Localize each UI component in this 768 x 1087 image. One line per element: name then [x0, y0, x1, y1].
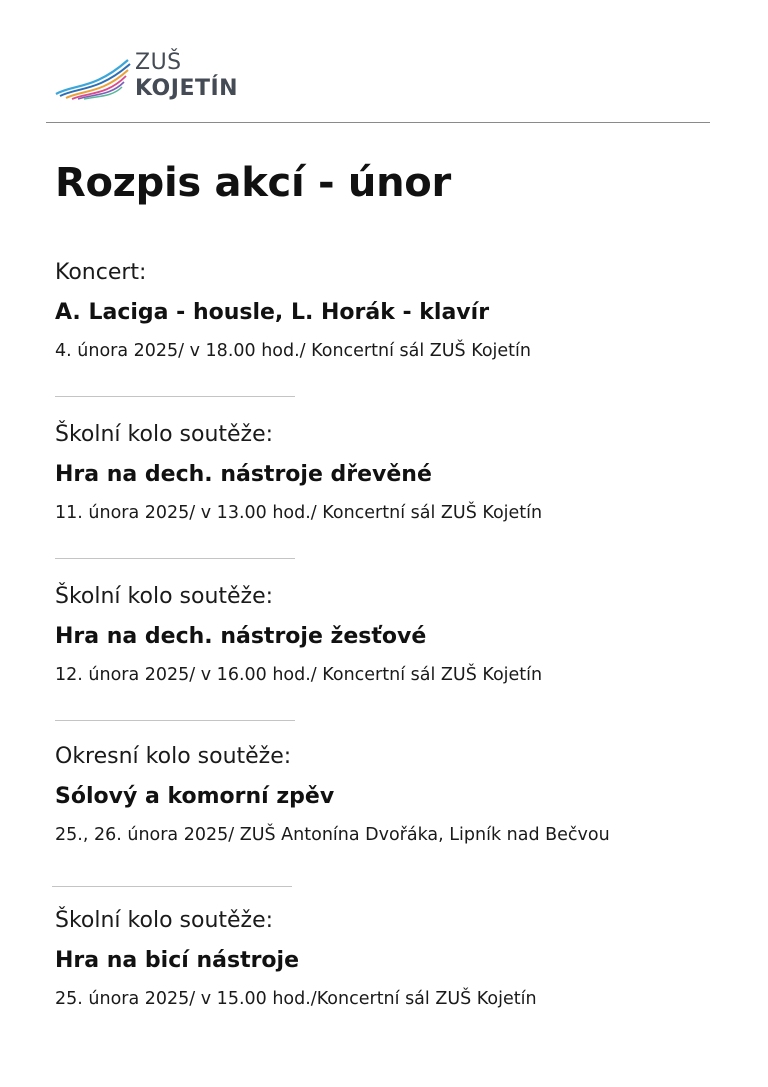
- event-divider: [52, 886, 292, 887]
- event-details: 11. února 2025/ v 13.00 hod./ Koncertní sál ZUŠ Kojetín: [55, 503, 543, 523]
- header-divider: [46, 122, 710, 123]
- music-waves-logo-icon: [54, 54, 132, 100]
- event-details: 12. února 2025/ v 16.00 hod./ Koncertní sál ZUŠ Kojetín: [55, 665, 543, 685]
- event-item: [55, 582, 735, 688]
- event-item: [55, 742, 735, 848]
- event-item: [55, 258, 735, 364]
- logo-text-zus: ZUŠ: [135, 50, 182, 75]
- logo-text-kojetin: KOJETÍN: [135, 76, 239, 101]
- page-title: Rozpis akcí - únor: [55, 160, 451, 206]
- event-divider: [55, 396, 295, 397]
- event-type: Školní kolo soutěže:: [55, 908, 274, 933]
- school-logo: [54, 50, 274, 106]
- event-item: [55, 420, 735, 526]
- event-name: Sólový a komorní zpěv: [55, 784, 335, 809]
- event-name: A. Laciga - housle, L. Horák - klavír: [55, 300, 490, 325]
- event-type: Okresní kolo soutěže:: [55, 744, 292, 769]
- event-type: Školní kolo soutěže:: [55, 584, 274, 609]
- event-name: Hra na bicí nástroje: [55, 948, 300, 973]
- event-type: Školní kolo soutěže:: [55, 422, 274, 447]
- event-name: Hra na dech. nástroje dřevěné: [55, 462, 432, 487]
- event-item: [55, 906, 735, 1012]
- event-type: Koncert:: [55, 260, 147, 285]
- event-name: Hra na dech. nástroje žesťové: [55, 624, 427, 649]
- event-details: 25. února 2025/ v 15.00 hod./Koncertní sál ZUŠ Kojetín: [55, 989, 537, 1009]
- event-divider: [55, 720, 295, 721]
- event-details: 25., 26. února 2025/ ZUŠ Antonína Dvořáka, Lipník nad Bečvou: [55, 825, 610, 845]
- event-divider: [55, 558, 295, 559]
- event-details: 4. února 2025/ v 18.00 hod./ Koncertní sál ZUŠ Kojetín: [55, 341, 531, 361]
